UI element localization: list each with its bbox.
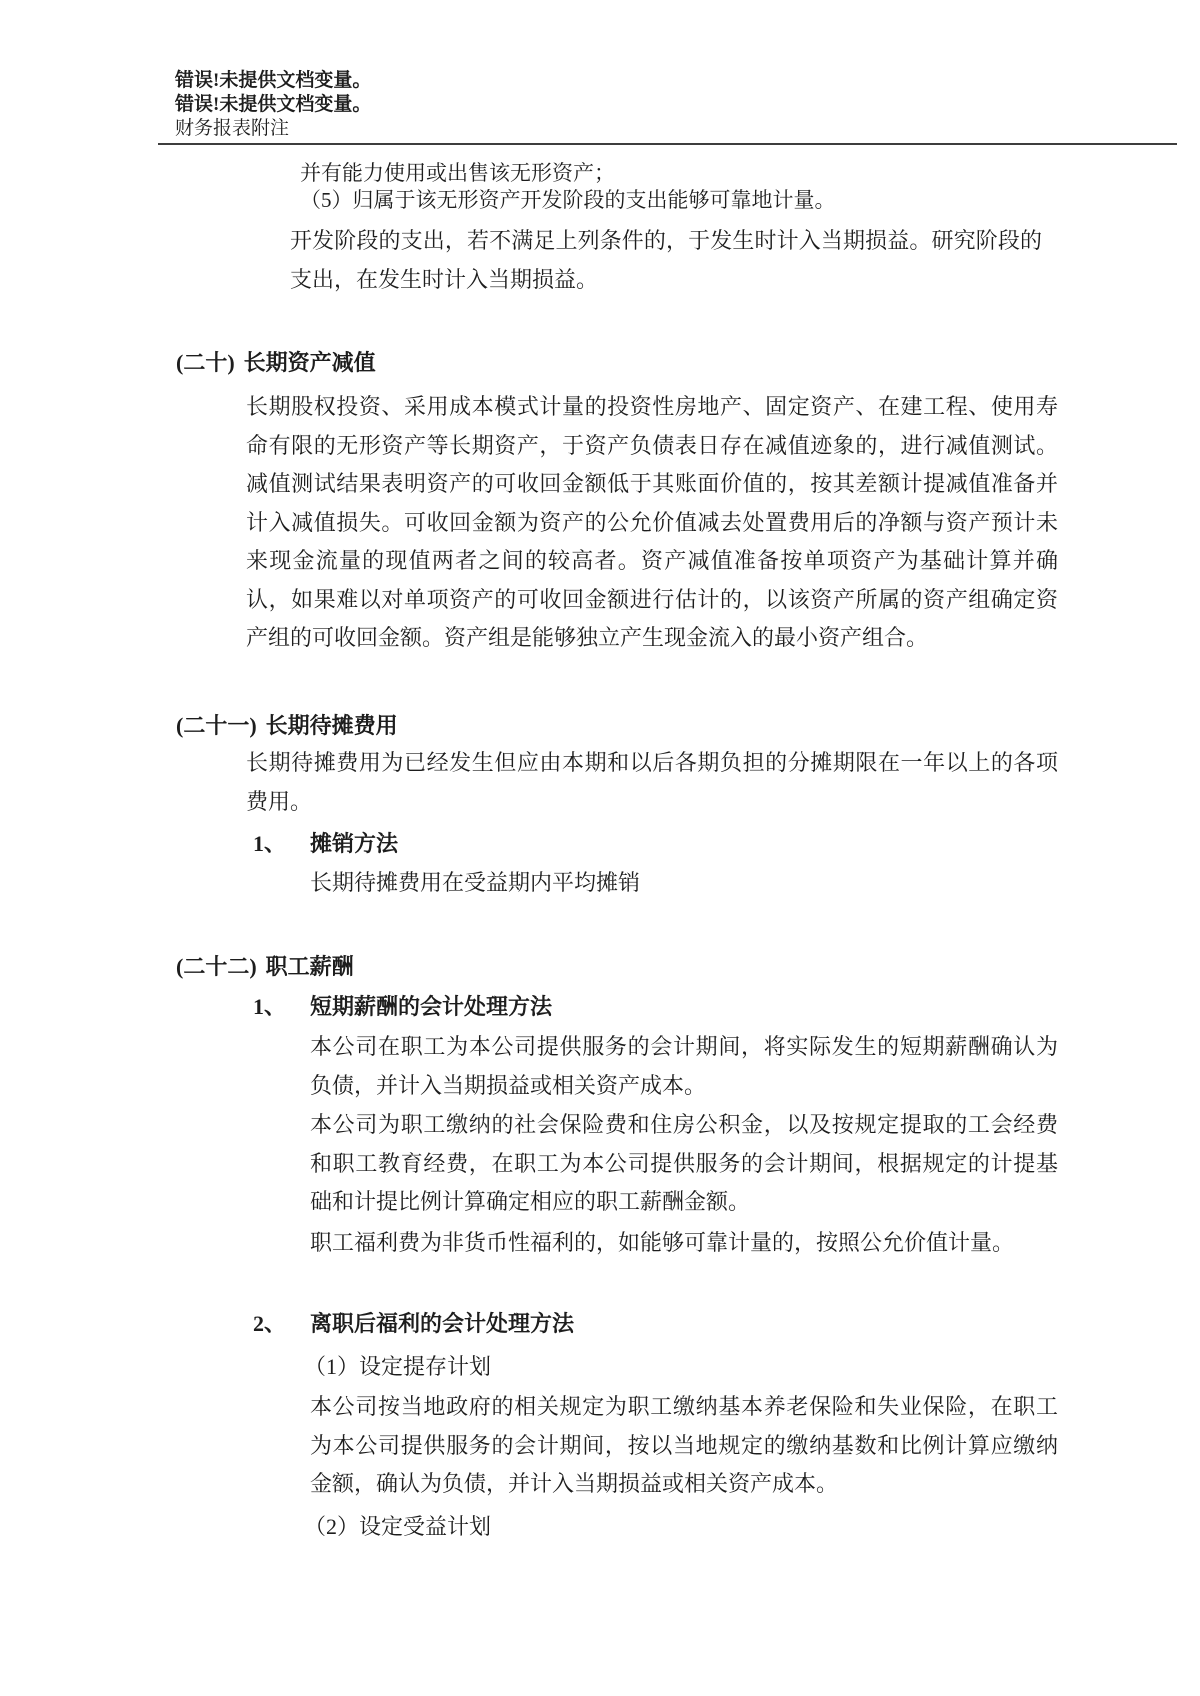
section-title: 长期待摊费用 — [265, 713, 398, 738]
text-line: 本公司按当地政府的相关规定为职工缴纳基本养老保险和失业保险，在职工 — [310, 1394, 1058, 1419]
sub-paragraph — [304, 1508, 1052, 1547]
text-line: 命有限的无形资产等长期资产，于资产负债表日存在减值迹象的，进行减值测试。 — [246, 432, 1058, 458]
text-line: （5）归属于该无形资产开发阶段的支出能够可靠地计量。 — [300, 188, 836, 212]
numbered-heading — [253, 1310, 574, 1338]
sub-paragraph — [310, 1106, 1058, 1222]
text-line: 来现金流量的现值两者之间的较高者。资产减值准备按单项资产为基础计算并确 — [246, 548, 1058, 573]
list-number: 1、 — [253, 831, 287, 856]
header-doc-var-error-2: 错误!未提供文档变量。 — [175, 94, 372, 115]
sub-paragraph — [310, 1028, 1058, 1105]
text-line: （1）设定提存计划 — [304, 1354, 492, 1379]
text-line: 和职工教育经费，在职工为本公司提供服务的会计期间，根据规定的计提基 — [310, 1150, 1058, 1176]
text-line: 长期待摊费用为已经发生但应由本期和以后各期负担的分摊期限在一年以上的各项 — [246, 750, 1058, 775]
section-title: 长期资产减值 — [243, 350, 376, 375]
text-line: 职工福利费为非货币性福利的，如能够可靠计量的，按照公允价值计量。 — [310, 1230, 1015, 1255]
text-line: 支出，在发生时计入当期损益。 — [290, 266, 599, 292]
section-heading — [176, 349, 376, 377]
list-number: 1、 — [253, 994, 287, 1019]
numbered-heading — [253, 993, 552, 1021]
paragraph — [246, 388, 1058, 658]
paragraph — [300, 160, 1052, 214]
text-line: 产组的可收回金额。资产组是能够独立产生现金流入的最小资产组合。 — [246, 625, 929, 650]
text-line: 费用。 — [246, 788, 313, 814]
header-doc-title: 财务报表附注 — [175, 118, 290, 139]
text-line: （2）设定受益计划 — [304, 1514, 492, 1539]
numbered-heading-title: 短期薪酬的会计处理方法 — [310, 994, 553, 1019]
text-line: 为本公司提供服务的会计期间，按以当地规定的缴纳基数和比例计算应缴纳 — [310, 1432, 1058, 1458]
paragraph — [290, 222, 1042, 299]
text-line: 本公司在职工为本公司提供服务的会计期间，将实际发生的短期薪酬确认为 — [310, 1034, 1058, 1059]
text-line: 金额，确认为负债，并计入当期损益或相关资产成本。 — [310, 1471, 839, 1496]
header-rule — [158, 143, 1177, 145]
section-heading — [176, 953, 354, 981]
text-line: 本公司为职工缴纳的社会保险费和住房公积金，以及按规定提取的工会经费 — [310, 1112, 1058, 1137]
text-line: 础和计提比例计算确定相应的职工薪酬金额。 — [310, 1189, 751, 1214]
text-line: 长期待摊费用在受益期内平均摊销 — [310, 870, 641, 895]
numbered-heading-title: 离职后福利的会计处理方法 — [310, 1311, 575, 1336]
section-number: (二十二) — [176, 954, 257, 979]
text-line: 长期股权投资、采用成本模式计量的投资性房地产、固定资产、在建工程、使用寿 — [246, 394, 1058, 419]
header-doc-var-error-1: 错误!未提供文档变量。 — [175, 70, 372, 91]
section-heading — [176, 712, 398, 740]
sub-paragraph — [310, 1224, 1058, 1263]
text-line: 并有能力使用或出售该无形资产； — [300, 161, 615, 185]
text-line: 负债，并计入当期损益或相关资产成本。 — [310, 1072, 707, 1098]
text-line: 开发阶段的支出，若不满足上列条件的，于发生时计入当期损益。研究阶段的 — [290, 228, 1042, 253]
text-line: 计入减值损失。可收回金额为资产的公允价值减去处置费用后的净额与资产预计未 — [246, 509, 1058, 535]
list-number: 2、 — [253, 1311, 287, 1336]
section-number: (二十) — [176, 350, 235, 375]
paragraph — [246, 744, 1058, 821]
sub-paragraph — [310, 864, 1058, 903]
numbered-heading — [253, 830, 398, 858]
section-number: (二十一) — [176, 713, 257, 738]
page-header — [175, 69, 371, 141]
text-line: 减值测试结果表明资产的可收回金额低于其账面价值的，按其差额计提减值准备并 — [246, 471, 1058, 496]
section-title: 职工薪酬 — [265, 954, 354, 979]
sub-paragraph — [304, 1348, 1052, 1387]
text-line: 认，如果难以对单项资产的可收回金额进行估计的，以该资产所属的资产组确定资 — [246, 586, 1058, 612]
sub-paragraph — [310, 1388, 1058, 1504]
numbered-heading-title: 摊销方法 — [310, 831, 399, 856]
